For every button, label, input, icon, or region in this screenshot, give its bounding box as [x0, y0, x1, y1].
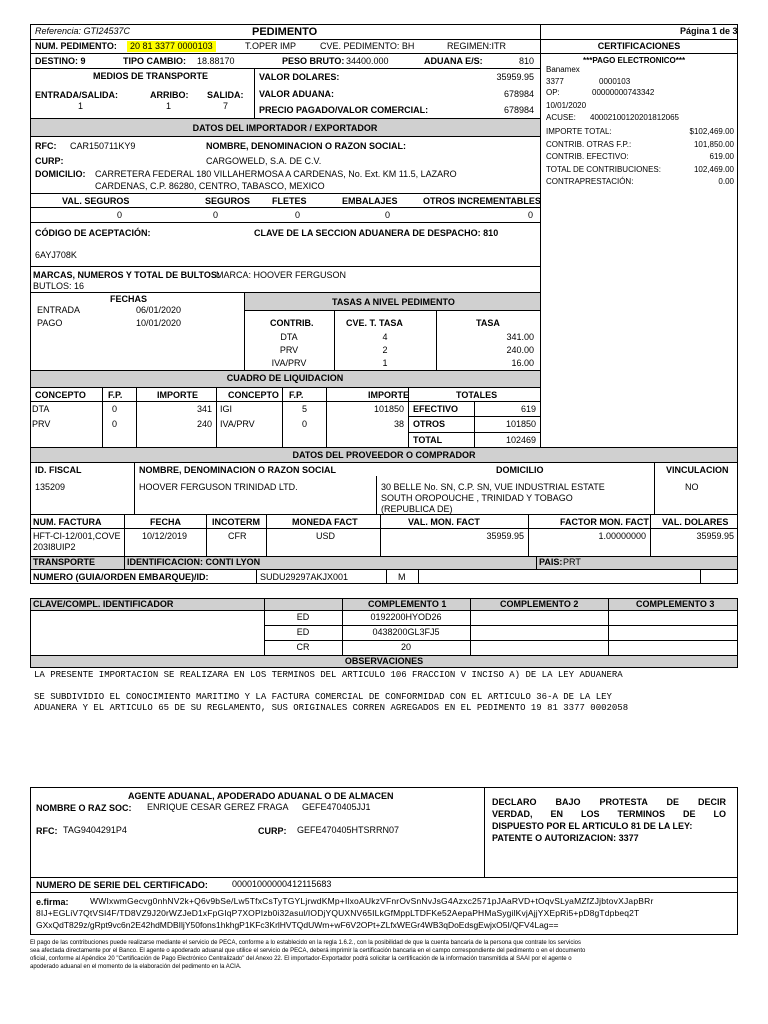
agente-nombre-label: NOMBRE O RAZ SOC: [36, 803, 132, 813]
guia-value: SUDU29297AKJX001 [260, 572, 349, 582]
agente-nombre: ENRIQUE CESAR GEREZ FRAGA [147, 802, 289, 812]
transporte-identificacion: IDENTIFICACION: CONTI LYON [127, 557, 261, 567]
declaro-line2: VERDAD, EN LOS TERMINOS DE LO [492, 809, 726, 819]
val-seguros-value: 0 [117, 210, 123, 220]
factura-header-fecha: FECHA [150, 517, 181, 527]
entrada-value: 1 [78, 101, 84, 111]
otros-incrementables-label: OTROS INCREMENTABLES [423, 196, 541, 206]
tasas-header-contrib: CONTRIB. [270, 318, 314, 328]
factura-val-mon: 35959.95 [486, 531, 524, 541]
clave-pedimento: CVE. PEDIMENTO: BH [320, 41, 415, 51]
curp-label: CURP: [35, 156, 64, 166]
codigo-aceptacion-label: CÓDIGO DE ACEPTACIÓN: [35, 228, 151, 238]
ident-header-comp1: COMPLEMENTO 1 [368, 599, 447, 609]
bank-name: Banamex [546, 65, 580, 74]
precio-pagado-label: PRECIO PAGADO/VALOR COMERCIAL: [259, 105, 429, 115]
contrib-efectivo-label: CONTRIB. EFECTIVO: [546, 152, 629, 161]
observaciones-line1: LA PRESENTE IMPORTACION SE REALIZARA EN LOS TERMINOS DEL ARTICULO 106 FRACCION V INCISO A) DE LA LEY ADUANERA [34, 670, 623, 680]
proveedor-domicilio-line3: (REPUBLICA DE) [381, 504, 453, 514]
domicilio-label: DOMICILIO: [35, 169, 86, 179]
fechas-title: FECHAS [110, 294, 148, 304]
proveedor-nombre: HOOVER FERGUSON TRINIDAD LTD. [139, 482, 298, 492]
aduana-label: ADUANA E/S: [424, 56, 483, 66]
proveedor-domicilio-line1: 30 BELLE No. SN, C.P. SN, VUE INDUSTRIAL ESTATE [381, 482, 605, 492]
footer-line4: apoderado aduanal en el momento de la elaboración del pedimento en la ACIA. [30, 964, 242, 970]
contraprestacion-value: 0.00 [718, 177, 734, 186]
ident-row-clave: CR [296, 642, 310, 652]
liq-header-importe2: IMPORTE [368, 390, 410, 400]
factura-header-moneda: MONEDA FACT [292, 517, 358, 527]
id-fiscal-value: 135209 [35, 482, 66, 492]
peso-bruto-value: 34400.000 [346, 56, 389, 66]
liq-header-importe: IMPORTE [157, 390, 199, 400]
total-contribuciones-label: TOTAL DE CONTRIBUCIONES: [546, 165, 661, 174]
ident-header-clave: CLAVE/COMPL. IDENTIFICADOR [33, 599, 174, 609]
factura-val-dolares: 35959.95 [696, 531, 734, 541]
certificaciones-title: CERTIFICACIONES [597, 41, 681, 51]
serie-certificado-value: 00001000000412115683 [232, 879, 332, 889]
vinculacion-label: VINCULACION [666, 465, 729, 475]
footer-line3: oficial, conforme al Apéndice 20 "Certificación de Pago Electrónico Centralizado" del Anexo 22. El importador-Exportador podrá solicitar la certificación de la información transmitida al SAAI por el agente o [30, 956, 572, 962]
factura-moneda: USD [316, 531, 336, 541]
total-otros-label: OTROS [413, 419, 446, 429]
tasa-row-contrib: PRV [279, 345, 299, 355]
serie-certificado-label: NUMERO DE SERIE DEL CERTIFICADO: [36, 880, 208, 890]
precio-pagado-value: 678984 [503, 105, 534, 115]
cert-pedimento: 0000103 [599, 77, 631, 86]
liq-left-fp: 0 [112, 419, 118, 429]
factura-header-valmon: VAL. MON. FACT [408, 517, 480, 527]
tipo-cambio-value: 18.88170 [197, 56, 235, 66]
embalajes-value: 0 [385, 210, 391, 220]
marcas-value: MARCA: HOOVER FERGUSON [216, 270, 347, 280]
acuse-label: ACUSE: [546, 113, 576, 122]
efirma-line1: WWIxwmGecvg0nhNV2k+Q6v9bSe/Lw5TfxCsTyTGYLjrwdKMp+IlxoAUkzVFnrOvSnNvJsG4Azxc2571pJAaRVD+tOqvSLyaMZfZJjbtovXJapBRr [90, 896, 654, 906]
rfc-label: RFC: [35, 141, 57, 151]
agente-nombre-rfc: GEFE470405JJ1 [302, 802, 371, 812]
total-value: 102469 [505, 435, 536, 445]
regimen: REGIMEN:ITR [447, 41, 507, 51]
declaro-line3: DISPUESTO POR EL ARTICULO 81 DE LA LEY: [492, 821, 693, 831]
efirma-label: e.firma: [36, 897, 69, 907]
contraprestacion-label: CONTRAPRESTACIÓN: [546, 177, 634, 186]
rfc-value: CAR150711KY9 [70, 141, 136, 151]
agente-curp: GEFE470405HTSRRN07 [297, 825, 400, 835]
domicilio-line1: CARRETERA FEDERAL 180 VILLAHERMOSA A CARDENAS, No. Ext. KM 11.5, LAZARO [95, 169, 457, 179]
liq-mid-fp: 0 [302, 419, 308, 429]
destino: DESTINO: 9 [35, 56, 86, 66]
ident-row-comp1: 20 [400, 642, 411, 652]
agente-title: AGENTE ADUANAL, APODERADO ADUANAL O DE ALMACEN [128, 791, 394, 801]
total-label: TOTAL [413, 435, 443, 445]
total-contribuciones-value: 102,469.00 [693, 165, 734, 174]
liq-mid-importe: 101850 [373, 404, 404, 414]
fecha-entrada-value: 06/01/2020 [136, 305, 182, 315]
guia-m: M [398, 572, 406, 582]
observaciones-line3: ADUANERA Y EL ARTICULO 65 DE SU REGLAMENTO, SUS ORIGINALES CORREN AGREGADOS EN EL PEDIMENTO 19 81 3377 0002058 [34, 703, 629, 713]
page-title: PEDIMENTO [252, 26, 318, 38]
contrib-efectivo-value: 619.00 [709, 152, 734, 161]
vinculacion-value: NO [685, 482, 699, 492]
factura-incoterm: CFR [228, 531, 247, 541]
medios-transporte-title: MEDIOS DE TRANSPORTE [93, 71, 209, 81]
efirma-line3: GXxQdT829z/gRpt9vc6n2E42hdMDBIljY50fons1hkhgP1KFc3KrlHVTQdUWm+wF6V2OPt+ZLfxWEGr4WB3qDoEdsgEwjxO5I/QFV4Lag== [36, 920, 559, 930]
tasa-row-contrib: IVA/PRV [271, 358, 307, 368]
liq-header-fp2: F.P. [289, 390, 304, 400]
importador-nombre: CARGOWELD, S.A. DE C.V. [206, 156, 322, 166]
arribo-label: ARRIBO: [150, 90, 189, 100]
tasas-title: TASAS A NIVEL PEDIMENTO [332, 297, 455, 307]
cert-fecha: 10/01/2020 [546, 101, 587, 110]
patente: PATENTE O AUTORIZACION: 3377 [492, 833, 639, 843]
referencia: Referencia: GTI24537C [35, 26, 131, 36]
factura-header-factor: FACTOR MON. FACT [560, 517, 649, 527]
agente-rfc-label: RFC: [36, 826, 58, 836]
liq-left-importe: 240 [196, 419, 212, 429]
observaciones-line2: SE SUBDIVIDIO EL CONOCIMIENTO MARITIMO Y LA FACTURA COMERCIAL DE CONFORMIDAD CON EL ARTICULO 36-A DE LA LEY [34, 692, 612, 702]
fletes-value: 0 [295, 210, 301, 220]
peso-bruto-label: PESO BRUTO: [282, 56, 345, 66]
fletes-label: FLETES [272, 196, 307, 206]
liq-mid-fp: 5 [302, 404, 308, 414]
ident-row-clave: ED [296, 627, 310, 637]
salida-value: 7 [223, 101, 229, 111]
ident-row-comp1: 0438200GL3FJ5 [372, 627, 440, 637]
liq-left-concepto: PRV [32, 419, 51, 429]
op-label: OP: [546, 88, 560, 97]
seguros-label: SEGUROS [205, 196, 251, 206]
proveedor-nombre-label: NOMBRE, DENOMINACION O RAZON SOCIAL [139, 465, 336, 475]
num-pedimento-label: NUM. PEDIMENTO: [35, 41, 117, 51]
factura-header-incoterm: INCOTERM [212, 517, 260, 527]
liq-left-importe: 341 [196, 404, 212, 414]
proveedor-domicilio-label: DOMICILIO [496, 465, 544, 475]
tasas-header-tasa: TASA [476, 318, 500, 328]
ident-header-comp3: COMPLEMENTO 3 [636, 599, 715, 609]
transporte-label: TRANSPORTE [33, 557, 96, 567]
liq-header-totales: TOTALES [456, 390, 498, 400]
liq-header-concepto: CONCEPTO [35, 390, 86, 400]
tasa-row-cve: 4 [382, 332, 388, 342]
clave-seccion-aduanera: CLAVE DE LA SECCION ADUANERA DE DESPACHO: 810 [254, 228, 499, 238]
cert-patente: 3377 [546, 77, 564, 86]
liq-mid-concepto: IGI [220, 404, 233, 414]
efirma-line2: 8IJ+EGLiV7QtVSI4F/TD8VZ9J20rWZJeD1xFpGIqP7XOPIzb0i32asul/IODjYQUXNV65ILkGfMppLTDFKe52AepaPHMaSygilKvjAjjYXEpRi5+pD8gTdpbeq2T [36, 908, 640, 918]
liq-header-concepto2: CONCEPTO [228, 390, 279, 400]
op-value: 00000000743342 [592, 88, 655, 97]
fecha-entrada-label: ENTRADA [37, 305, 81, 315]
tasas-header-cve: CVE. T. TASA [346, 318, 403, 328]
factura-fecha: 10/12/2019 [142, 531, 188, 541]
seguros-value: 0 [213, 210, 219, 220]
liquidacion-title: CUADRO DE LIQUIDACION [226, 373, 344, 383]
arribo-value: 1 [166, 101, 172, 111]
otros-incrementables-value: 0 [528, 210, 534, 220]
valor-aduana-value: 678984 [503, 89, 534, 99]
num-pedimento-value: 20 81 3377 0000103 [127, 41, 216, 52]
ident-row-comp1: 0192200HYOD26 [370, 612, 442, 622]
tipo-operacion: T.OPER IMP [245, 41, 297, 51]
tipo-cambio-label: TIPO CAMBIO: [123, 56, 186, 66]
nombre-label: NOMBRE, DENOMINACION O RAZON SOCIAL: [206, 141, 406, 151]
proveedor-section-title: DATOS DEL PROVEEDOR O COMPRADOR [292, 450, 476, 460]
salida-label: SALIDA: [207, 90, 244, 100]
valor-dolares-value: 35959.95 [496, 72, 534, 82]
embalajes-label: EMBALAJES [342, 196, 398, 206]
aduana-value: 810 [518, 56, 534, 66]
importe-total-value: $102,469.00 [689, 127, 734, 136]
tasa-row-cve: 2 [382, 345, 388, 355]
pais-label: PAIS: [539, 557, 563, 567]
contrib-otras-label: CONTRIB. OTRAS F.P.: [546, 140, 632, 149]
entrada-salida-label: ENTRADA/SALIDA: [35, 90, 118, 100]
liq-left-concepto: DTA [32, 404, 50, 414]
factura-header-num: NUM. FACTURA [33, 517, 102, 527]
liq-mid-importe: 38 [393, 419, 404, 429]
acuse-value: 40002100120201812065 [590, 113, 679, 122]
agente-curp-label: CURP: [258, 826, 287, 836]
factura-factor: 1.00000000 [598, 531, 646, 541]
proveedor-domicilio-line2: SOUTH OROPOUCHE , TRINIDAD Y TOBAGO [381, 493, 573, 503]
domicilio-line2: CARDENAS, C.P. 86280, CENTRO, TABASCO, MEXICO [95, 181, 325, 191]
valor-aduana-label: VALOR ADUANA: [259, 89, 334, 99]
liq-header-fp: F.P. [108, 390, 123, 400]
id-fiscal-label: ID. FISCAL [35, 465, 82, 475]
factura-header-valdol: VAL. DOLARES [662, 517, 729, 527]
tasa-row-value: 341.00 [506, 332, 534, 342]
factura-num-line1: HFT-CI-12/001,COVE [33, 531, 121, 541]
cert-divider [540, 24, 541, 252]
val-seguros-label: VAL. SEGUROS [62, 196, 130, 206]
observaciones-title: OBSERVACIONES [344, 656, 424, 666]
valor-dolares-label: VALOR DOLARES: [259, 72, 340, 82]
total-efectivo-label: EFECTIVO [413, 404, 459, 414]
footer-line2: sea afectada directamente por el Banco. El agente o apoderado aduanal que utilice el servicio de PECA, deberá imprimir la certificación bancaria en el campo correspondiente del pedimento o en el documento [30, 948, 586, 954]
ident-header-comp2: COMPLEMENTO 2 [500, 599, 579, 609]
tasa-row-value: 16.00 [511, 358, 534, 368]
pais-value: PRT [563, 557, 581, 567]
importador-section-title: DATOS DEL IMPORTADOR / EXPORTADOR [192, 123, 378, 133]
page-number: Página 1 de 3 [680, 26, 738, 36]
marcas-label: MARCAS, NUMEROS Y TOTAL DE BULTOS: [33, 270, 220, 280]
contrib-otras-value: 101,850.00 [693, 140, 734, 149]
pago-electronico: ***PAGO ELECTRONICO*** [583, 56, 686, 65]
bultos: BUTLOS: 16 [33, 281, 85, 291]
importe-total-label: IMPORTE TOTAL: [546, 127, 612, 136]
declaro-line1: DECLARO BAJO PROTESTA DE DECIR [492, 797, 726, 807]
fecha-pago-label: PAGO [37, 318, 63, 328]
total-otros-value: 101850 [505, 419, 536, 429]
liq-left-fp: 0 [112, 404, 118, 414]
tasa-row-contrib: DTA [280, 332, 298, 342]
ident-row-clave: ED [296, 612, 310, 622]
total-efectivo-value: 619 [520, 404, 536, 414]
codigo-aceptacion-value: 6AYJ708K [35, 250, 77, 260]
agente-rfc: TAG9404291P4 [63, 825, 127, 835]
footer-line1: El pago de las contribuciones puede realizarse mediante el servicio de PECA, conforme a lo establecido en la regla 1.6.2., con la posibilidad de que la cuenta bancaria de la persona que contrate los servicios [30, 940, 582, 946]
tasa-row-value: 240.00 [506, 345, 534, 355]
factura-num-line2: 203I8UIP2 [33, 542, 76, 552]
tasa-row-cve: 1 [382, 358, 388, 368]
fecha-pago-value: 10/01/2020 [136, 318, 182, 328]
liq-mid-concepto: IVA/PRV [220, 419, 255, 429]
guia-label: NUMERO (GUIA/ORDEN EMBARQUE)/ID: [33, 572, 209, 582]
